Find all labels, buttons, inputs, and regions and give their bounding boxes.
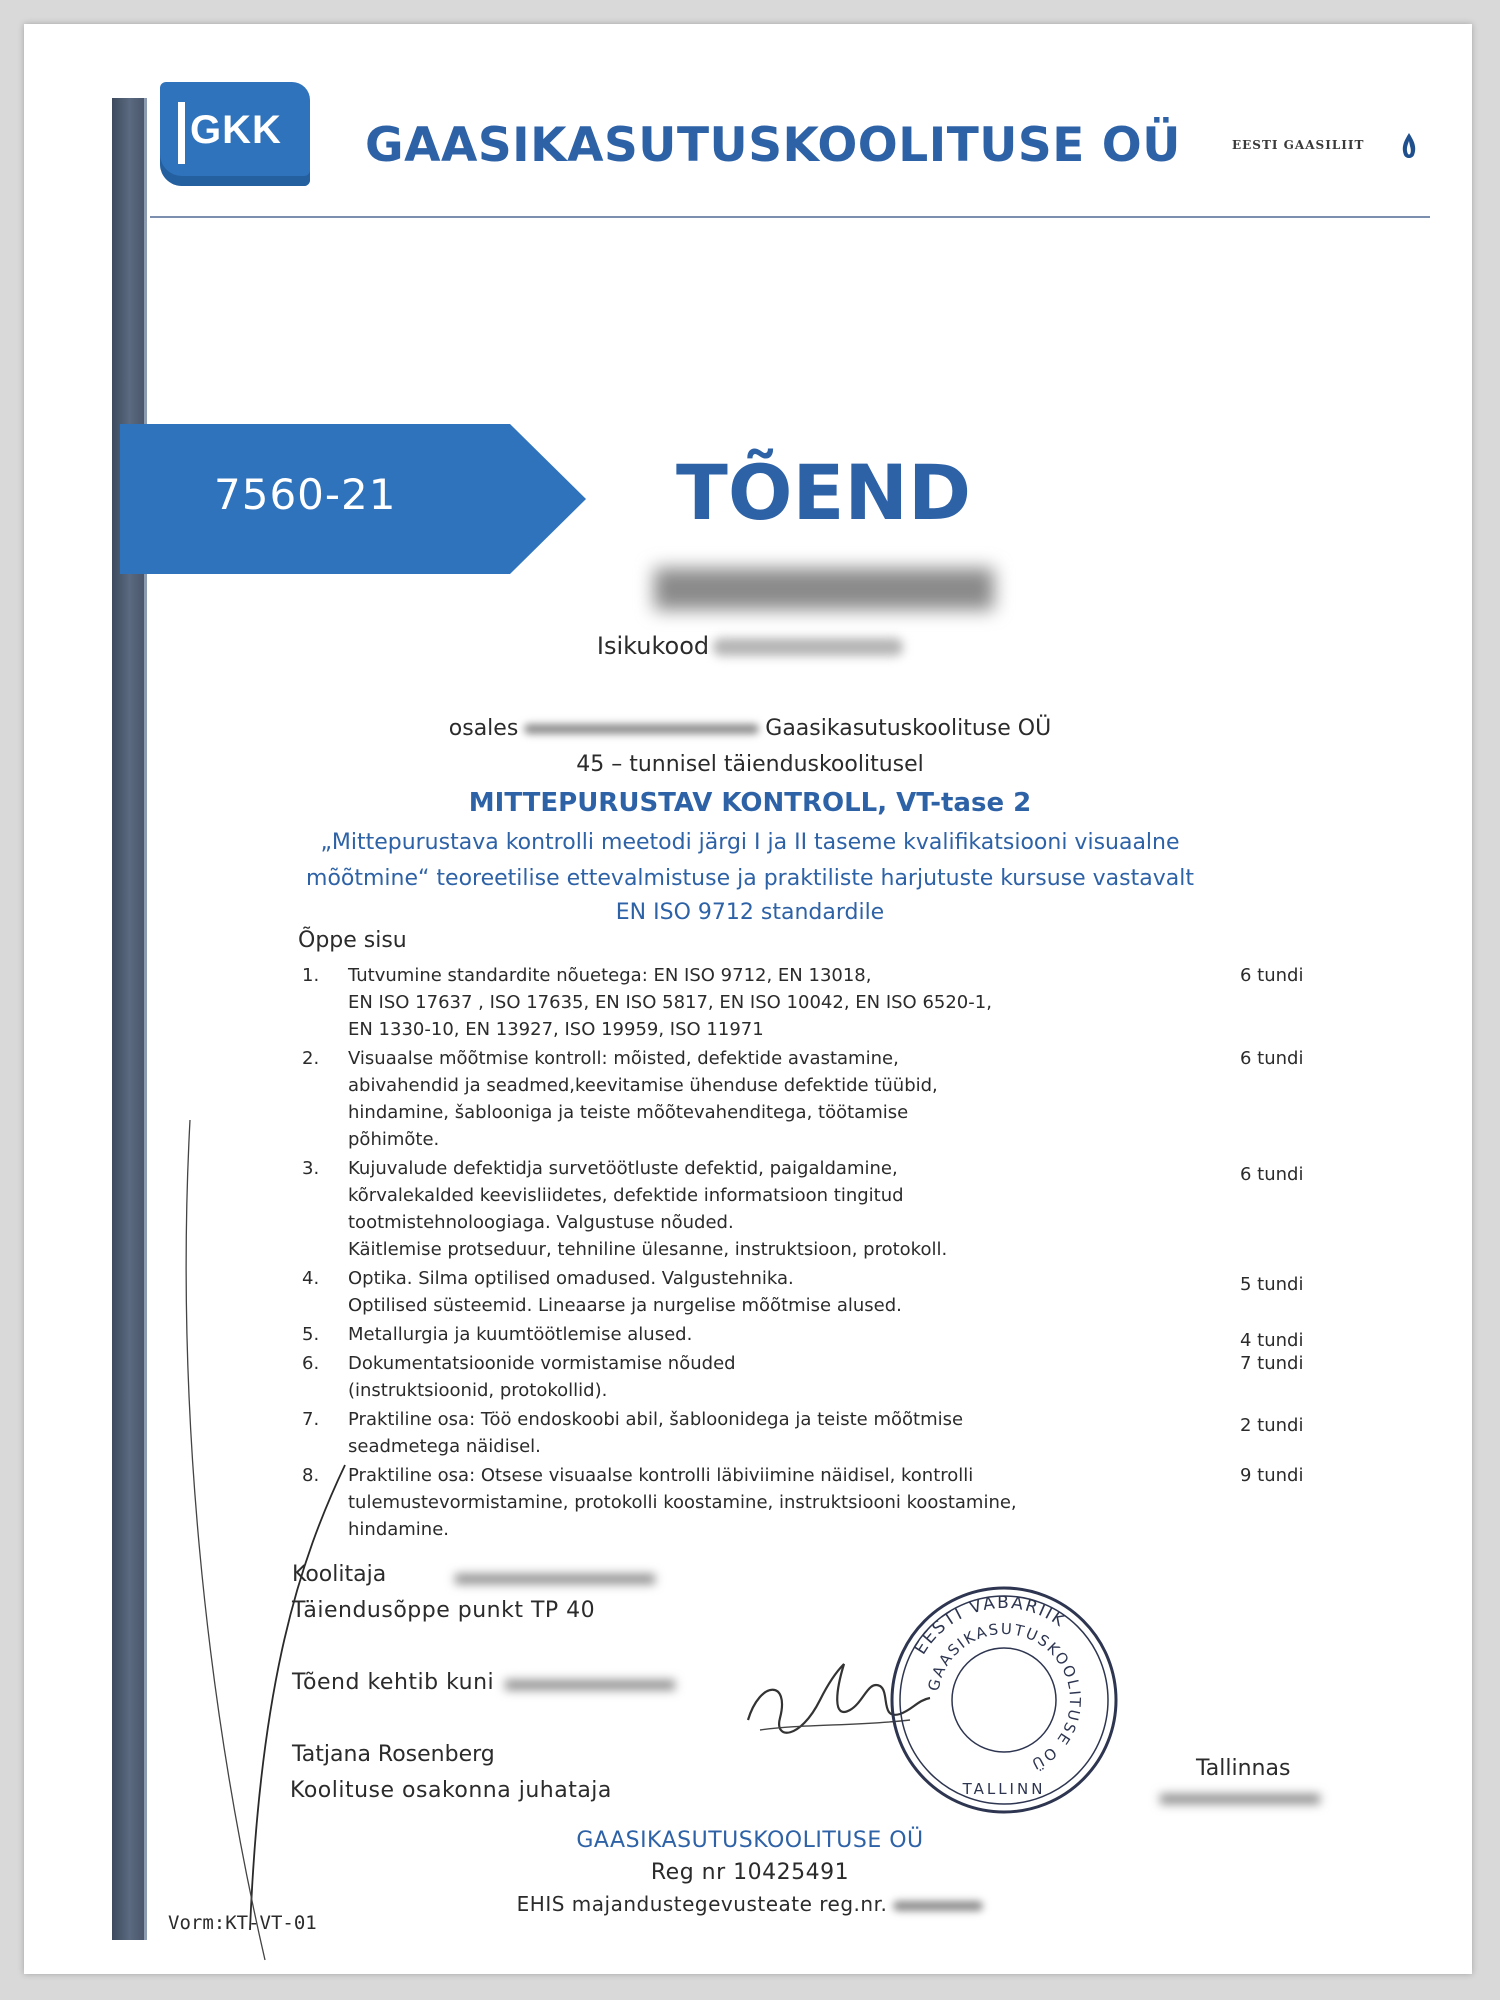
item-line: EN ISO 17637 , ISO 17635, EN ISO 5817, EN ISO 10042, EN ISO 6520-1, [348,992,992,1013]
item-number: 3. [302,1158,320,1179]
item-number: 7. [302,1409,320,1430]
document-number: 7560-21 [214,470,397,519]
item-text [348,1045,1088,1153]
item-duration: 2 tundi [1240,1415,1304,1436]
training-point: Täiendusõppe punkt TP 40 [292,1598,596,1623]
item-line: hindamine. [348,1519,450,1540]
item-line: Optilised süsteemid. Lineaarse ja nurgelise mõõtmise alused. [348,1295,902,1316]
item-text [348,962,1088,1043]
item-duration: 6 tundi [1240,1164,1304,1185]
item-line: Käitlemise protseduur, tehniline ülesanne, instruktsioon, protokoll. [348,1239,948,1260]
id-code-line [0,632,1500,660]
attended-suffix: Gaasikasutuskoolituse OÜ [765,716,1052,741]
item-duration: 7 tundi [1240,1353,1304,1374]
redacted-name [654,568,994,610]
partner-logo-text: EESTI GAASILIIT [1232,138,1365,152]
item-text [348,1462,1088,1543]
redacted-trainer [455,1574,655,1584]
item-line: Optika. Silma optilised omadused. Valgustehnika. [348,1268,794,1289]
curriculum-item [300,1045,1340,1153]
item-number: 6. [302,1353,320,1374]
logo-bar [178,102,185,164]
item-text [348,1265,1088,1319]
official-stamp [884,1580,1124,1820]
trainer-label: Koolitaja [292,1562,387,1587]
item-line: Visuaalse mõõtmise kontroll: mõisted, defektide avastamine, [348,1048,899,1069]
footer-ehis-label: EHIS majandustegevusteate reg.nr. [516,1892,888,1916]
side-stripe-edge [144,98,147,1940]
logo-text: GKK [190,108,282,152]
hours-line: 45 – tunnisel täienduskoolitusel [576,752,924,777]
company-name: GAASIKASUTUSKOOLITUSE OÜ [365,118,1181,173]
item-duration: 6 tundi [1240,1048,1304,1069]
item-text [348,1321,1088,1348]
item-number: 2. [302,1048,320,1069]
item-line: EN 1330-10, EN 13927, ISO 19959, ISO 11971 [348,1019,764,1040]
item-duration: 4 tundi [1240,1330,1304,1351]
footer-company: GAASIKASUTUSKOOLITUSE OÜ [576,1828,924,1853]
signer-name: Tatjana Rosenberg [292,1742,495,1767]
item-line: Praktiline osa: Töö endoskoobi abil, šabloonidega ja teiste mõõtmise [348,1409,964,1430]
stamp-bottom-text: TALLINN [962,1780,1046,1798]
item-line: seadmetega näidisel. [348,1436,541,1457]
id-code-label: Isikukood [596,632,710,660]
item-line: hindamine, šablooniga ja teiste mõõtevahenditega, töötamise [348,1102,909,1123]
signer-role: Koolituse osakonna juhataja [290,1778,612,1803]
curriculum-item [300,1155,1340,1263]
issue-city: Tallinnas [1196,1756,1291,1781]
curriculum-list [300,962,1340,1545]
item-line: põhimõte. [348,1129,440,1150]
item-line: abivahendid ja seadmed,keevitamise ühenduse defektide tüübid, [348,1075,938,1096]
course-description-line-3: EN ISO 9712 standardile [615,900,885,925]
curriculum-item [300,1406,1340,1460]
form-code: Vorm:KT-VT-01 [168,1912,317,1934]
course-description-line-2: mõõtmine“ teoreetilise ettevalmistuse ja praktiliste harjutuste kursuse vastavalt [306,866,1194,891]
item-number: 4. [302,1268,320,1289]
curriculum-title: Õppe sisu [298,928,407,953]
item-number: 8. [302,1465,320,1486]
stamp-top-text: EESTI VABARIIK [910,1592,1070,1659]
curriculum-item [300,1350,1340,1404]
item-line: (instruktsioonid, protokollid). [348,1380,608,1401]
item-duration: 9 tundi [1240,1465,1304,1486]
side-stripe [112,98,144,1940]
item-line: Praktiline osa: Otsese visuaalse kontrolli läbiviimine näidisel, kontrolli [348,1465,974,1486]
curriculum-item [300,1265,1340,1319]
course-title: MITTEPURUSTAV KONTROLL, VT-tase 2 [468,788,1032,818]
item-line: Kujuvalude defektidja survetöötluste defektid, paigaldamine, [348,1158,898,1179]
item-text [348,1350,1088,1404]
footer-reg-number: Reg nr 10425491 [650,1860,850,1885]
item-text [348,1155,1088,1263]
redacted-dates [524,724,759,734]
document-title: TÕEND [676,448,972,537]
item-line: Metallurgia ja kuumtöötlemise alused. [348,1324,693,1345]
curriculum-item [300,1462,1340,1543]
item-duration: 6 tundi [1240,965,1304,986]
item-text [348,1406,1088,1460]
redacted-ehis-number [893,1901,983,1911]
attended-prefix: osales [448,716,519,741]
stamp-ring-text: GAASIKASUTUSKOOLITUSE OÜ [924,1619,1085,1774]
redacted-valid-until [505,1680,675,1690]
item-number: 1. [302,965,320,986]
redacted-issue-date [1160,1794,1320,1804]
item-line: tulemustevormistamine, protokolli koostamine, instruktsiooni koostamine, [348,1492,1017,1513]
attended-line [0,716,1500,741]
curriculum-item [300,1321,1340,1351]
item-line: Tutvumine standardite nõuetega: EN ISO 9712, EN 13018, [348,965,872,986]
gkk-logo [160,82,310,186]
item-number: 5. [302,1324,320,1345]
item-line: kõrvalekalded keevisliidetes, defektide informatsioon tingitud [348,1185,904,1206]
flame-icon [1398,131,1420,161]
valid-until-label: Tõend kehtib kuni [292,1670,495,1695]
course-description-line-1: „Mittepurustava kontrolli meetodi järgi I ja II taseme kvalifikatsiooni visuaalne [320,830,1180,855]
item-line: tootmistehnoloogiaga. Valgustuse nõuded. [348,1212,734,1233]
header-divider [150,216,1430,218]
item-duration: 5 tundi [1240,1274,1304,1295]
curriculum-item [300,962,1340,1043]
item-line: Dokumentatsioonide vormistamise nõuded [348,1353,736,1374]
redacted-id-code [713,638,903,656]
